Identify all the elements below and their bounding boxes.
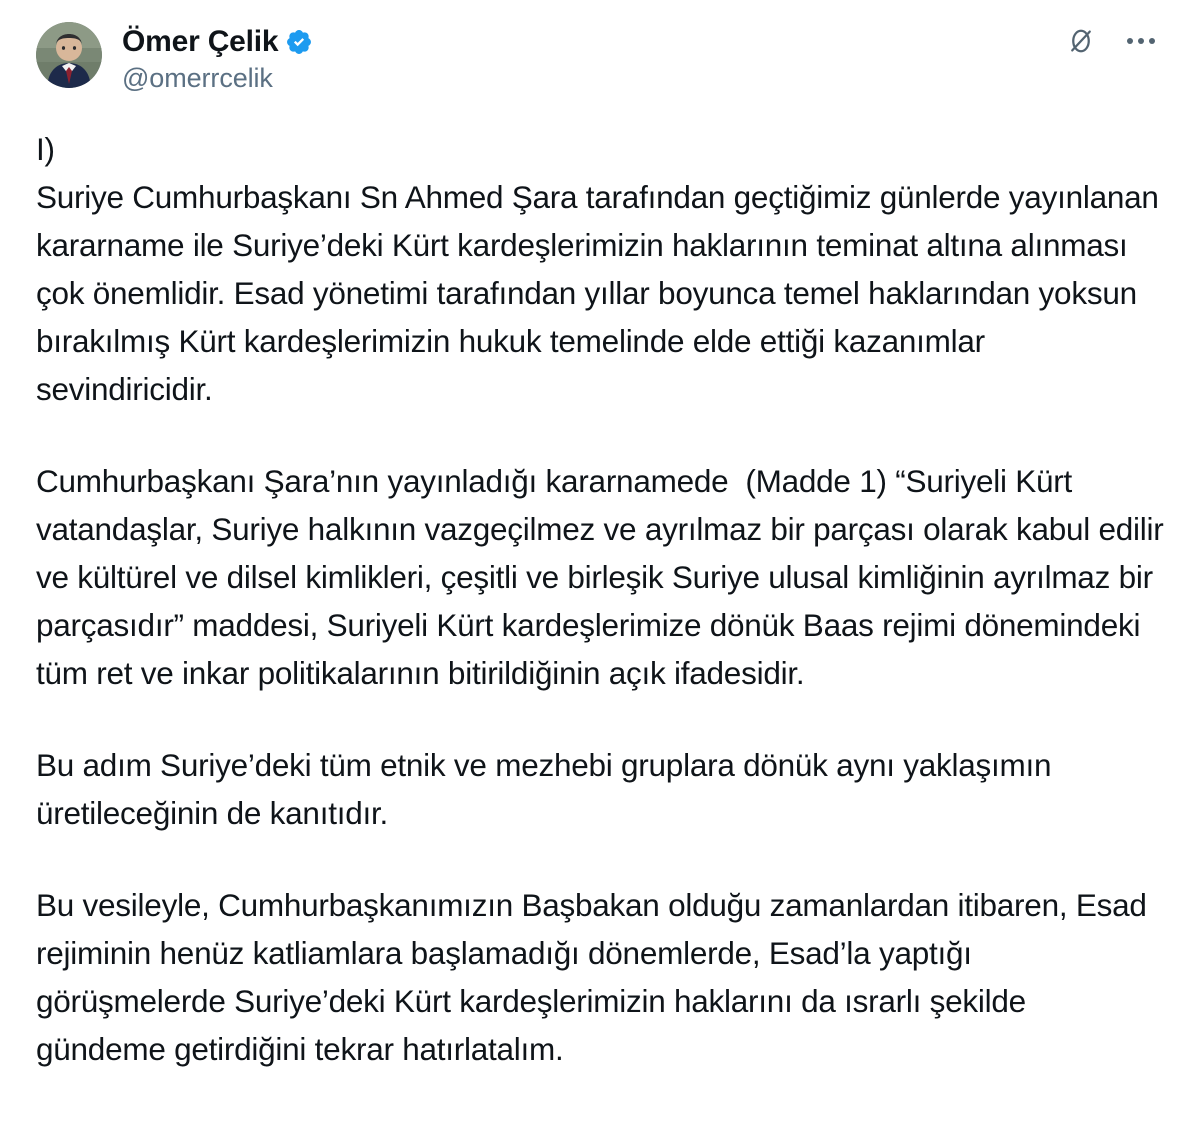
tweet-paragraph: Suriye Cumhurbaşkanı Sn Ahmed Şara tarafından geçtiğimiz günlerde yayınlanan kararname ile Suriye’deki Kürt kardeşlerimizin haklarının teminat altına alınması çok önemlidir. Esad yönetimi tarafından yıllar boyunca temel haklarından yoksun bırakılmış Kürt kardeşlerimizin hukuk temelinde elde ettiği kazanımlar sevindiricidir. xyxy=(36,179,1168,407)
tweet-text xyxy=(36,125,1173,1073)
verified-badge-icon xyxy=(285,28,313,56)
tweet-header xyxy=(36,14,1164,95)
more-options-icon[interactable] xyxy=(1124,24,1158,58)
tweet-paragraph: Bu adım Suriye’deki tüm etnik ve mezhebi gruplara dönük aynı yaklaşımın üretileceğinin de kanıtıdır. xyxy=(36,747,1060,831)
dot xyxy=(1138,38,1144,44)
dot xyxy=(1127,38,1133,44)
tweet-paragraph: Bu vesileyle, Cumhurbaşkanımızın Başbakan olduğu zamanlardan itibaren, Esad rejiminin henüz katliamlara başlamadığı dönemlerde, Esad’la yaptığı görüşmelerde Suriye’deki Kürt kardeşlerimizin haklarını da ısrarlı şekilde gündeme getirdiğini tekrar hatırlatalım. xyxy=(36,887,1156,1067)
tweet-paragraph: Cumhurbaşkanı Şara’nın yayınladığı kararnamede (Madde 1) “Suriyeli Kürt vatandaşlar, Suriye halkının vazgeçilmez ve ayrılmaz bir parçası olarak kabul edilir ve kültürel ve dilsel kimlikleri, çeşitli ve birleşik Suriye ulusal kimliğinin ayrılmaz bir parçasıdır” maddesi, Suriyeli Kürt kardeşlerimize dönük Baas rejimi dönemindeki tüm ret ve inkar politikalarının bitirildiğinin açık ifadesidir. xyxy=(36,463,1173,691)
grok-actions-icon[interactable] xyxy=(1064,24,1098,58)
author-handle: @omerrcelik xyxy=(122,63,273,93)
header-actions xyxy=(1064,24,1158,58)
tweet-paragraph: I) xyxy=(36,131,55,167)
avatar[interactable] xyxy=(36,22,102,88)
author-display-name: Ömer Çelik xyxy=(122,25,279,58)
author-name-row[interactable] xyxy=(122,24,313,60)
dot xyxy=(1149,38,1155,44)
author-identity xyxy=(122,22,313,95)
